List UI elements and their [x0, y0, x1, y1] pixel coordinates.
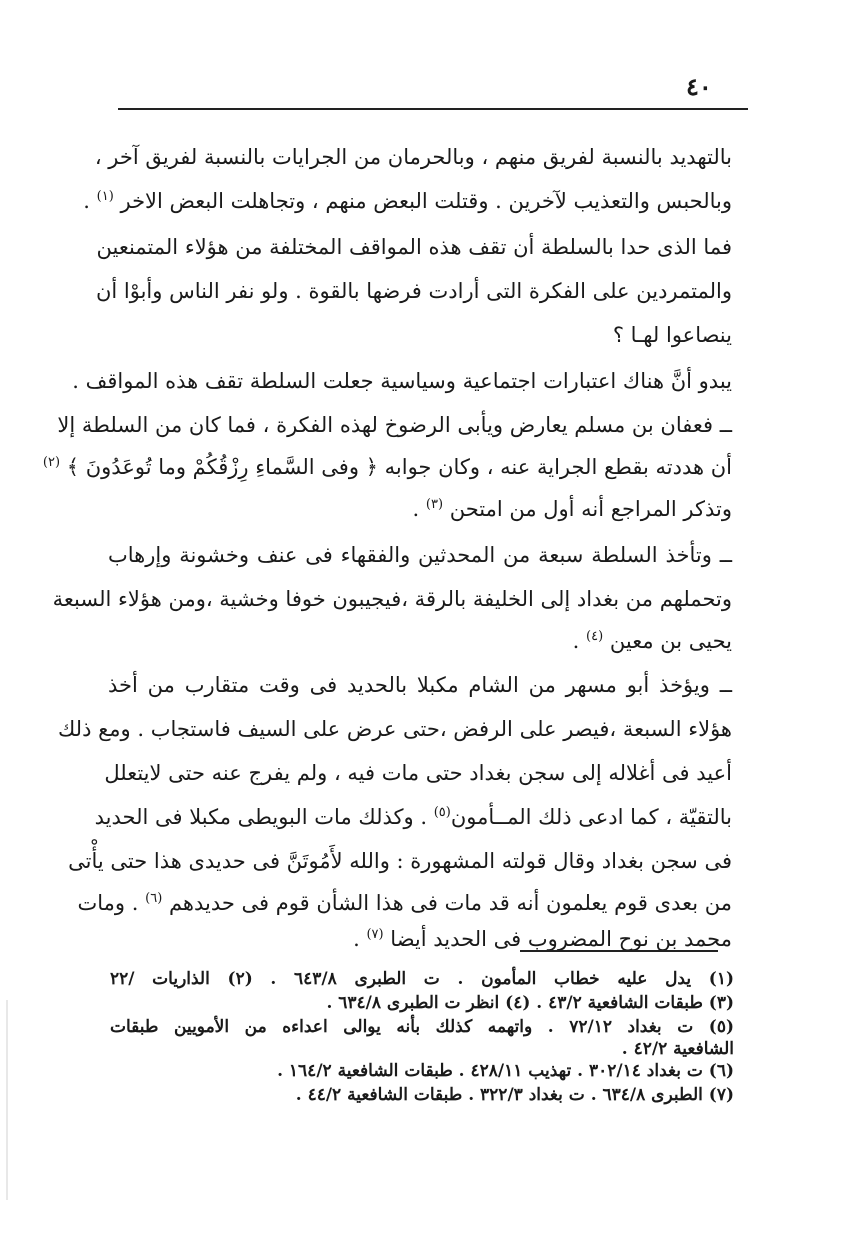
body-line: هؤلاء السبعة ،فيصر على الرفض ،حتى عرض على السيف فاستجاب . ومع ذلك — [57, 717, 732, 741]
footnote-rule — [520, 950, 718, 952]
body-line: ينصاعوا لهـا ؟ — [612, 323, 732, 347]
footnote-marker: (٦) — [145, 891, 163, 906]
body-line: فى سجن بغداد وقال قولته المشهورة : والله لأَمُوتَنَّ فى حديدى هذا حتى يأْتى — [68, 849, 732, 873]
body-line: ــ ويؤخذ أبو مسهر من الشام مكبلا بالحديد فى وقت متقارب من أخذ — [108, 673, 732, 697]
footnote-line: (٣) طبقات الشافعية ٤٣/٢ . (٤) انظر ت الطبرى ٦٣٤/٨ . — [326, 993, 734, 1013]
footnote-marker: (٣) — [425, 497, 444, 512]
header-rule — [118, 108, 748, 110]
body-line: والمتمردين على الفكرة التى أرادت فرضها بالقوة . ولو نفر الناس وأبوْا أن — [95, 279, 732, 303]
body-line: بالتقيّة ، كما ادعى ذلك المــأمون$^{(٥)}$ . وكذلك مات البويطى مكبلا فى الحديد — [94, 805, 732, 829]
body-line: يبدو أنَّ هناك اعتبارات اجتماعية وسياسية جعلت السلطة تقف هذه المواقف . — [72, 369, 732, 393]
body-line: يحيى بن معين $^{(٤)}$ . — [572, 629, 732, 653]
footnote-marker: (١) — [96, 189, 114, 204]
body-line: ــ وتأخذ السلطة سبعة من المحدثين والفقهاء فى عنف وخشونة وإرهاب — [108, 543, 732, 567]
footnote-line: (١) يدل عليه خطاب المأمون . ت الطبرى ٦٤٣/٨ . (٢) الذاريات /٢٢ — [110, 969, 734, 989]
body-line: محمد بن نوح المضروب فى الحديد أيضا $^{(٧)}$ . — [353, 927, 732, 951]
body-line: أعيد فى أغلاله إلى سجن بغداد حتى مات فيه ، ولم يفرج عنه حتى لايتعلل — [104, 761, 732, 785]
body-line: وتحملهم من بغداد إلى الخليفة بالرقة ،فيجيبون خوفا وخشية ،ومن هؤلاء السبعة — [52, 587, 732, 611]
body-line: أن هددته بقطع الجراية عنه ، وكان جوابه ﴿ وفى السَّماءِ رِزْقُكُمْ وما تُوعَدُونَ ﴾ $^{(٢)}$ — [42, 455, 732, 479]
footnote-line: (٥) ت بغداد ٧٢/١٢ . واتهمه كذلك بأنه يوالى اعداءه من الأمويين طبقات — [110, 1017, 734, 1037]
scan-edge-noise — [6, 1000, 8, 1200]
footnote-line: الشافعية ٤٢/٢ . — [621, 1039, 734, 1059]
body-line: ــ فعفان بن مسلم يعارض ويأبى الرضوخ لهذه الفكرة ، فما كان من السلطة إلا — [57, 413, 732, 437]
body-line: فما الذى حدا بالسلطة أن تقف هذه المواقف المختلفة من هؤلاء المتمنعين — [96, 235, 732, 259]
page-number: ٤٠ — [686, 72, 712, 101]
body-line: من بعدى قوم يعلمون أنه قد مات فى هذا الشأن قوم فى حديدهم $^{(٦)}$ . ومات — [77, 891, 732, 915]
footnote-line: (٦) ت بغداد ٣٠٢/١٤ . تهذيب ٤٢٨/١١ . طبقات الشافعية ١٦٤/٢ . — [277, 1061, 734, 1081]
footnote-marker: (٢) — [42, 455, 61, 470]
footnote-line: (٧) الطبرى ٦٣٤/٨ . ت بغداد ٣٢٢/٣ . طبقات الشافعية ٤٤/٢ . — [295, 1085, 734, 1105]
footnote-marker: (٧) — [366, 927, 384, 942]
footnote-marker: (٥) — [433, 805, 451, 820]
footnote-marker: (٤) — [586, 629, 604, 644]
body-line: وتذكر المراجع أنه أول من امتحن $^{(٣)}$ . — [412, 497, 732, 521]
body-line: وبالحبس والتعذيب لآخرين . وقتلت البعض منهم ، وتجاهلت البعض الاخر $^{(١)}$ . — [83, 189, 732, 213]
body-line: بالتهديد بالنسبة لفريق منهم ، وبالحرمان من الجرايات بالنسبة لفريق آخر ، — [94, 145, 732, 169]
